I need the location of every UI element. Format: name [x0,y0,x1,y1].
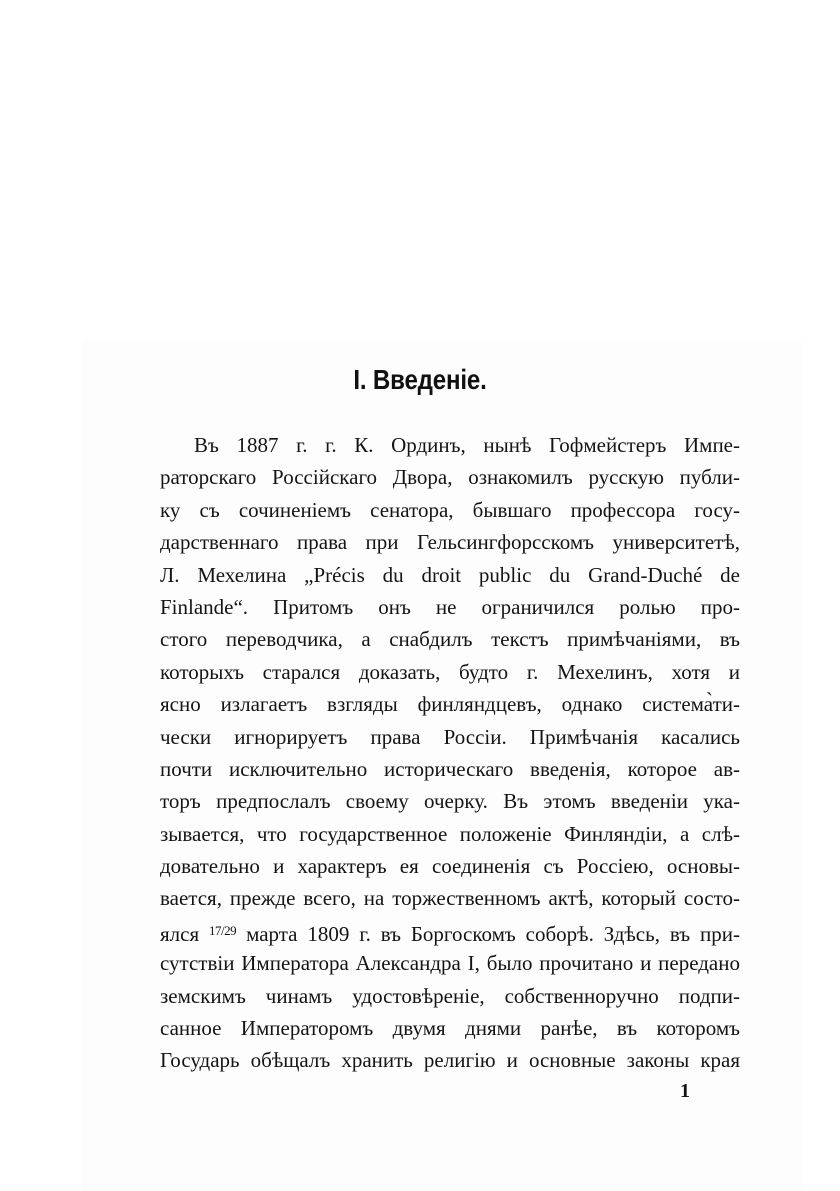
text-line: торъ предпослалъ своему очерку. Въ этомъ введеніи ука- [160,789,740,814]
text-line-with-date [160,915,740,947]
text-line: которыхъ старался доказать, будто г. Мехелинъ, хотя и [160,659,740,684]
text-line: ясно излагаетъ взгляды финляндцевъ, однако система̀ти- [160,692,740,717]
date-fraction: 17/29 [209,922,237,938]
text-line: стого переводчика, а снабдилъ текстъ примѣчаніями, въ [160,627,740,652]
text-line: зывается, что государственное положеніе Финляндіи, а слѣ- [160,821,740,846]
text-line: раторскаго Россійскаго Двора, ознакомилъ русскую публи- [160,465,740,490]
text-line: довательно и характеръ ея соединенія съ Россіею, основы- [160,854,740,879]
text-line: дарственнаго права при Гельсингфорсскомъ университетѣ, [160,530,740,555]
text-line: Въ 1887 г. г. К. Ординъ, нынѣ Гофмейстеръ Импе- [194,433,740,457]
text-line: Л. Мехелина „Précis du droit public du Grand-Duché de [160,562,740,587]
text-line: санное Императоромъ двумя днями ранѣе, въ которомъ [160,1016,740,1041]
text-line: земскимъ чинамъ удостовѣреніе, собственноручно подпи- [160,983,740,1008]
text-fragment: ялся [160,921,200,946]
text-line: чески игнорируетъ права Россіи. Примѣчанія касались [160,724,740,749]
text-line: ку съ сочиненіемъ сенатора, бывшаго профессора госу- [160,497,740,522]
page-number: 1 [680,1080,690,1102]
text-line: почти исключительно историческаго введенія, которое ав- [160,756,740,781]
text-line: сутствіи Императора Александра I, было прочитано и передано [160,951,740,976]
text-line: вается, прежде всего, на торжественномъ актѣ, который состо- [160,886,740,911]
chapter-heading: I. Введеніе. [353,364,487,395]
text-line: Государь обѣщалъ хранить религію и основные законы края [160,1048,740,1073]
text-fragment: марта 1809 г. въ Боргоскомъ соборѣ. Здѣсь, въ при- [246,921,740,946]
body-paragraph [160,429,740,1077]
text-line: Finlande“. Притомъ онъ не ограничился ролью про- [160,594,740,619]
